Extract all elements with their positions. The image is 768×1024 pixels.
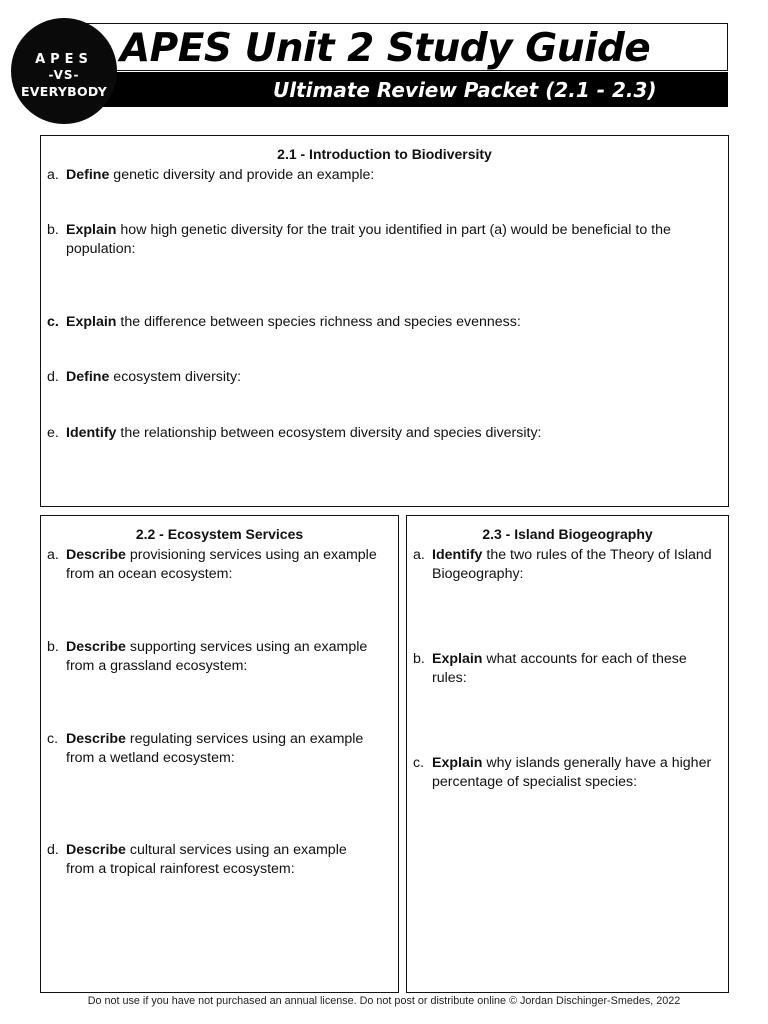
question-label: a. <box>47 547 59 563</box>
question-verb: Define <box>66 167 110 183</box>
question-label: c. <box>413 755 425 771</box>
question-text: ecosystem diversity: <box>109 369 242 385</box>
question-text: the relationship between ecosystem diversity and species diversity: <box>116 425 542 441</box>
question-verb: Describe <box>66 731 126 747</box>
question-text: what accounts for each of these rules: <box>432 651 687 686</box>
question-label: c. <box>47 314 59 330</box>
question-verb: Identify <box>66 425 117 441</box>
question-2-1-c <box>47 313 717 332</box>
section-2-2-box <box>40 515 399 993</box>
question-verb: Identify <box>432 547 483 563</box>
question-2-3-c <box>413 754 713 792</box>
question-verb: Describe <box>66 547 126 563</box>
question-label: e. <box>47 425 59 441</box>
question-label: c. <box>47 731 59 747</box>
section-2-2-title: 2.2 - Ecosystem Services <box>135 526 304 542</box>
question-label: b. <box>413 651 425 667</box>
question-label: a. <box>413 547 425 563</box>
question-text: why islands generally have a higher percentage of specialist species: <box>432 755 712 790</box>
question-verb: Explain <box>432 651 483 667</box>
question-verb: Explain <box>66 222 117 238</box>
section-2-3-box <box>406 515 729 993</box>
question-2-1-d <box>47 368 717 387</box>
question-label: b. <box>47 222 59 238</box>
question-verb: Describe <box>66 639 126 655</box>
question-2-1-b <box>47 221 717 259</box>
section-2-3-title: 2.3 - Island Biogeography <box>482 526 653 542</box>
section-2-1-box <box>40 135 729 507</box>
question-label: b. <box>47 639 59 655</box>
question-text: provisioning services using an example from an ocean ecosystem: <box>66 547 377 582</box>
question-label: d. <box>47 842 59 858</box>
page-title: APES Unit 2 Study Guide <box>120 26 651 71</box>
question-2-2-c <box>47 730 387 768</box>
question-text: the two rules of the Theory of Island Biogeography: <box>432 547 712 582</box>
question-2-1-e <box>47 424 717 443</box>
subtitle-bar <box>68 72 728 107</box>
question-verb: Describe <box>66 842 126 858</box>
logo-line-everybody: EVERYBODY <box>20 83 108 99</box>
question-2-2-b <box>47 638 387 676</box>
question-text: cultural services using an example from a tropical rainforest ecosystem: <box>66 842 347 877</box>
apes-vs-everybody-logo <box>11 18 117 124</box>
question-text: supporting services using an example from a grassland ecosystem: <box>66 639 368 674</box>
logo-line-vs: -VS- <box>48 67 80 82</box>
question-label: d. <box>47 369 59 385</box>
question-verb: Explain <box>66 314 117 330</box>
page-subtitle: Ultimate Review Packet (2.1 - 2.3) <box>273 78 657 102</box>
question-text: regulating services using an example from a wetland ecosystem: <box>66 731 364 766</box>
question-2-3-a <box>413 546 713 584</box>
question-text: the difference between species richness and species evenness: <box>116 314 521 330</box>
question-verb: Explain <box>432 755 483 771</box>
question-text: genetic diversity and provide an example: <box>109 167 375 183</box>
license-footer: Do not use if you have not purchased an annual license. Do not post or distribute online © Jordan Dischinger-Smedes, 2022 <box>87 995 681 1007</box>
question-verb: Define <box>66 369 110 385</box>
section-2-1-title: 2.1 - Introduction to Biodiversity <box>277 146 492 162</box>
question-2-2-d <box>47 841 377 879</box>
question-2-1-a <box>47 166 717 185</box>
logo-line-apes: APES <box>35 51 93 67</box>
question-2-2-a <box>47 546 377 584</box>
question-2-3-b <box>413 650 713 688</box>
question-label: a. <box>47 167 59 183</box>
question-text: how high genetic diversity for the trait you identified in part (a) would be beneficial to the population: <box>66 222 671 257</box>
